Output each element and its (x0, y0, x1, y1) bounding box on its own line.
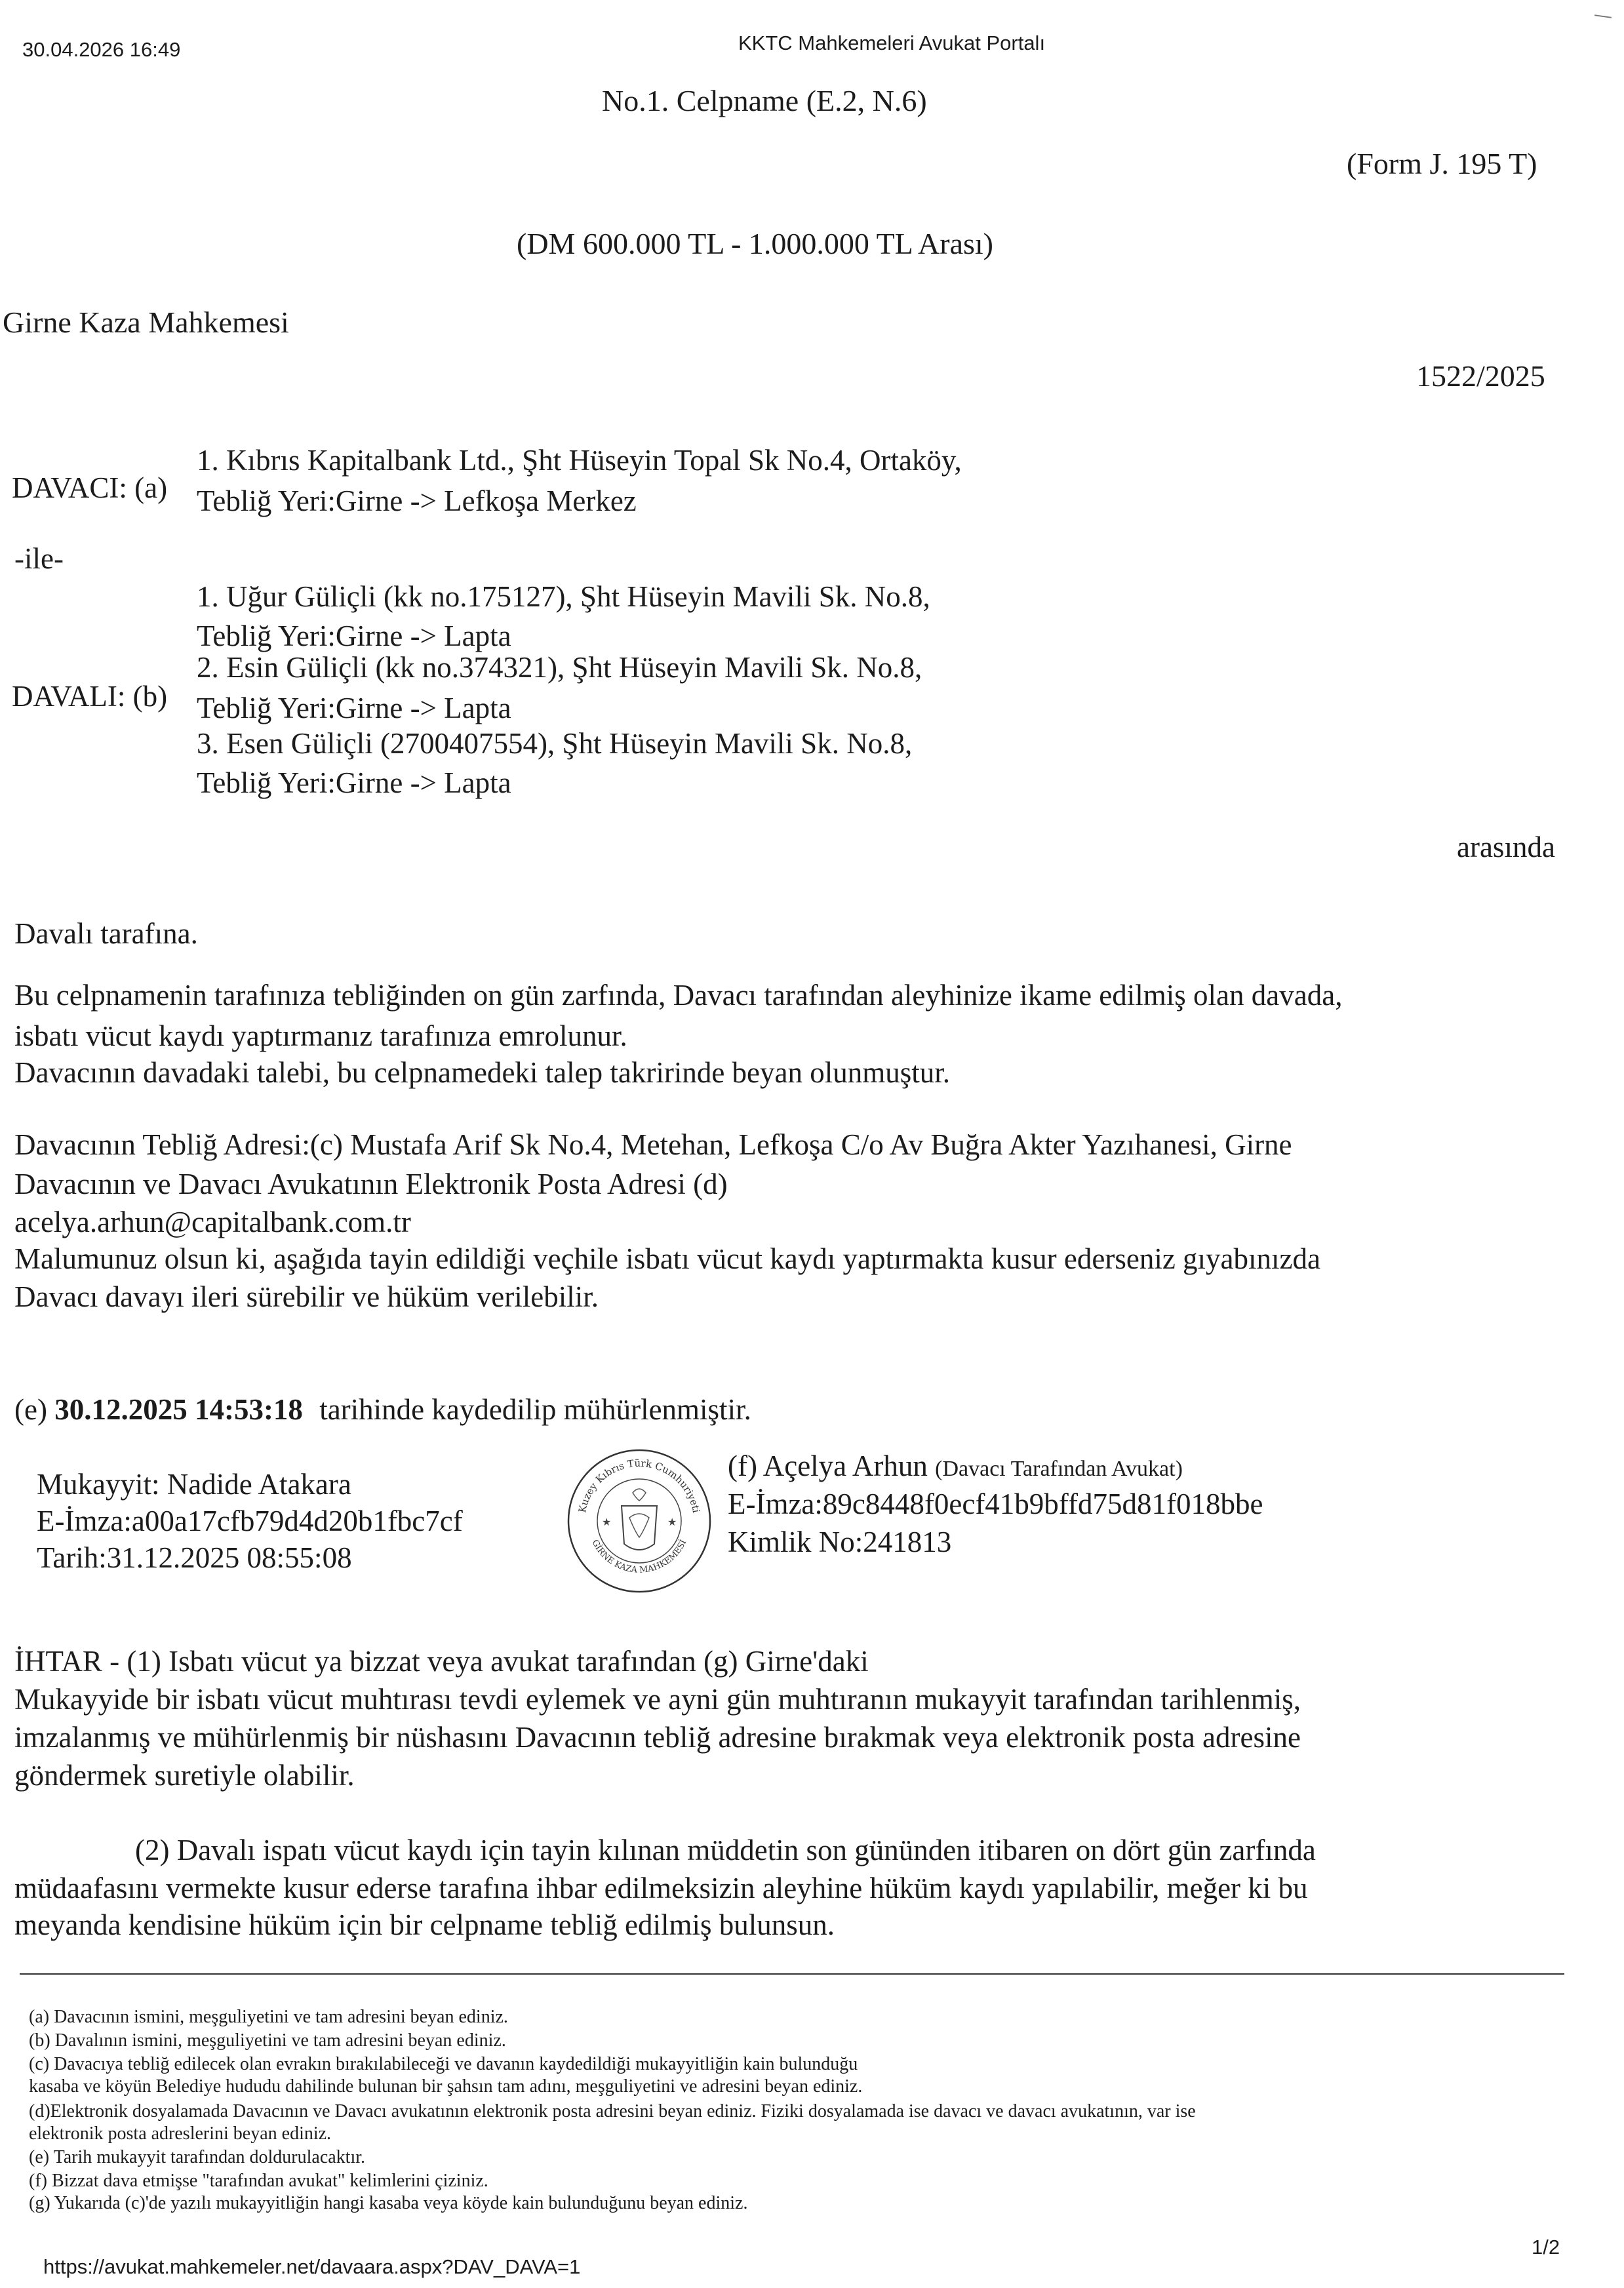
warning-p1-line-1: İHTAR - (1) Isbatı vücut ya bizzat veya avukat tarafından (g) Girne'daki (14, 1645, 869, 1678)
portal-title: KKTC Mahkemeleri Avukat Portalı (738, 31, 1046, 54)
para1-line-3: Davacının davadaki talebi, bu celpnamedeki talep takririnde beyan olunmuştur. (14, 1056, 951, 1089)
footnote-d: (d)Elektronik dosyalamada Davacının ve Davacı avukatının elektronik posta adresini beyan ediniz. Fiziki dosyalamada ise davacı ve davacı avukatının, var ise (29, 2101, 1196, 2121)
plaintiff-line-1: 1. Kıbrıs Kapitalbank Ltd., Şht Hüseyin Topal Sk No.4, Ortaköy, (197, 444, 962, 477)
defendant-line-5: 3. Esen Güliçli (2700407554), Şht Hüseyin Mavili Sk. No.8, (197, 727, 913, 760)
registration-prefix: (e) (14, 1393, 47, 1426)
document-title: No.1. Celpname (E.2, N.6) (602, 84, 927, 117)
plaintiff-line-2: Tebliğ Yeri:Girne -> Lefkoşa Merkez (197, 484, 637, 517)
para2-line-1: Davacının Tebliğ Adresi:(c) Mustafa Arif Sk No.4, Metehan, Lefkoşa C/o Av Buğra Akter Yazıhanesi, Girne (14, 1128, 1292, 1161)
warning-p1-line-3: imzalanmış ve mühürlenmiş bir nüshasını Davacının tebliğ adresine bırakmak veya elektronik posta adresine (14, 1721, 1301, 1754)
seal-text-top: Kuzey Kıbrıs Türk Cumhuriyeti (576, 1457, 702, 1514)
form-number: (Form J. 195 T) (1347, 147, 1537, 180)
registration-datetime: 30.12.2025 14:53:18 (54, 1393, 303, 1426)
warning-p2-line-3: meyanda kendisine hüküm için bir celpname tebliğ edilmiş bulunsun. (14, 1908, 835, 1941)
between-word: arasında (1457, 831, 1555, 863)
footnote-f: (f) Bizzat dava etmişse "tarafından avukat" kelimlerini çiziniz. (29, 2171, 488, 2191)
para1-line-1: Bu celpnamenin tarafınıza tebliğinden on gün zarfında, Davacı tarafından aleyhinize ikame edilmiş olan davada, (14, 979, 1343, 1012)
warning-p1-line-4: göndermek suretiyle olabilir. (14, 1759, 355, 1792)
footnote-g: (g) Yukarıda (c)'de yazılı mukayyitliğin hangi kasaba veya köyde kain bulunduğunu beyan ediniz. (29, 2193, 748, 2213)
footnote-d-cont: elektronik posta adreslerini beyan ediniz. (29, 2123, 332, 2144)
case-number: 1522/2025 (1416, 359, 1545, 393)
warning-p2-line-2: müdaafasını vermekte kusur ederse tarafına ihbar edilmeksizin aleyhine hüküm kaydı yapılabilir, meğer ki bu (14, 1872, 1308, 1904)
registrar-date: Tarih:31.12.2025 08:55:08 (37, 1541, 352, 1574)
defendant-line-4: Tebliğ Yeri:Girne -> Lapta (197, 692, 511, 724)
registration-line (14, 1392, 751, 1427)
claim-range: (DM 600.000 TL - 1.000.000 TL Arası) (517, 227, 993, 260)
court-seal (564, 1446, 715, 1596)
print-datetime: 30.04.2026 16:49 (22, 38, 181, 61)
svg-text:GİRNE KAZA MAHKEMESİ (590, 1538, 689, 1575)
para2-line-4: Malumunuz olsun ki, aşağıda tayin edildiği veçhile isbatı vücut kaydı yaptırmakta kusur ederseniz gıyabınızda (14, 1242, 1320, 1275)
para1-line-2: isbatı vücut kaydı yaptırmanız tarafınıza emrolunur. (14, 1019, 627, 1052)
footnote-c: (c) Davacıya tebliğ edilecek olan evrakın bırakılabileceği ve davanın kaydedildiği mukayyitliğin kain bulunduğu (29, 2054, 858, 2074)
lawyer-name-line (728, 1449, 1183, 1486)
registration-suffix: tarihinde kaydedilip mühürlenmiştir. (319, 1393, 751, 1426)
parties-separator: -ile- (14, 542, 64, 575)
warning-p2-line-1: (2) Davalı ispatı vücut kaydı için tayin kılınan müddetin son gününden itibaren on dört gün zarfında (135, 1834, 1316, 1866)
svg-text:★: ★ (602, 1516, 612, 1528)
defendant-line-6: Tebliğ Yeri:Girne -> Lapta (197, 766, 511, 799)
footnote-divider (20, 1973, 1564, 1975)
seal-text-bottom: GİRNE KAZA MAHKEMESİ (589, 1538, 689, 1575)
para2-line-2: Davacının ve Davacı Avukatının Elektronik Posta Adresi (d) (14, 1168, 728, 1200)
addressee: Davalı tarafına. (14, 917, 198, 950)
footnote-b: (b) Davalının ismini, meşguliyetini ve tam adresini beyan ediniz. (29, 2030, 506, 2051)
court-name: Girne Kaza Mahkemesi (3, 306, 289, 339)
plaintiff-label: DAVACI: (a) (12, 471, 168, 504)
para2-line-5: Davacı davayı ileri sürebilir ve hüküm verilebilir. (14, 1280, 599, 1313)
scan-mark (1594, 14, 1612, 18)
defendant-line-1: 1. Uğur Güliçli (kk no.175127), Şht Hüseyin Mavili Sk. No.8, (197, 580, 930, 613)
footnote-c-cont: kasaba ve köyün Belediye hududu dahilinde bulunan bir şahsın tam adını, meşguliyetini ve adresini beyan ediniz. (29, 2076, 863, 2097)
warning-p1-line-2: Mukayyide bir isbatı vücut muhtırası tevdi eylemek ve ayni gün muhtıranın mukayyit tarafından tarihlenmiş, (14, 1683, 1301, 1716)
footnote-a: (a) Davacının ismini, meşguliyetini ve tam adresini beyan ediniz. (29, 2007, 508, 2027)
svg-text:★: ★ (667, 1516, 677, 1528)
lawyer-role: (Davacı Tarafından Avukat) (935, 1457, 1183, 1481)
registrar-signature: E-İmza:a00a17cfb79d4d20b1fbc7cf (37, 1505, 463, 1537)
defendant-line-2: Tebliğ Yeri:Girne -> Lapta (197, 620, 511, 652)
page-number: 1/2 (1532, 2236, 1560, 2258)
print-url: https://avukat.mahkemeler.net/davaara.aspx?DAV_DAVA=1 (43, 2255, 581, 2278)
defendant-line-3: 2. Esin Güliçli (kk no.374321), Şht Hüseyin Mavili Sk. No.8, (197, 651, 922, 684)
para2-line-3: acelya.arhun@capitalbank.com.tr (14, 1206, 411, 1238)
lawyer-id: Kimlik No:241813 (728, 1526, 952, 1558)
defendant-label: DAVALI: (b) (12, 680, 168, 713)
lawyer-signature: E-İmza:89c8448f0ecf41b9bffd75d81f018bbe (728, 1488, 1263, 1520)
footnote-e: (e) Tarih mukayyit tarafından doldurulacaktır. (29, 2147, 366, 2167)
seal-emblem-icon (602, 1489, 677, 1550)
registrar-name: Mukayyit: Nadide Atakara (37, 1468, 351, 1501)
lawyer-name: (f) Açelya Arhun (728, 1450, 928, 1482)
